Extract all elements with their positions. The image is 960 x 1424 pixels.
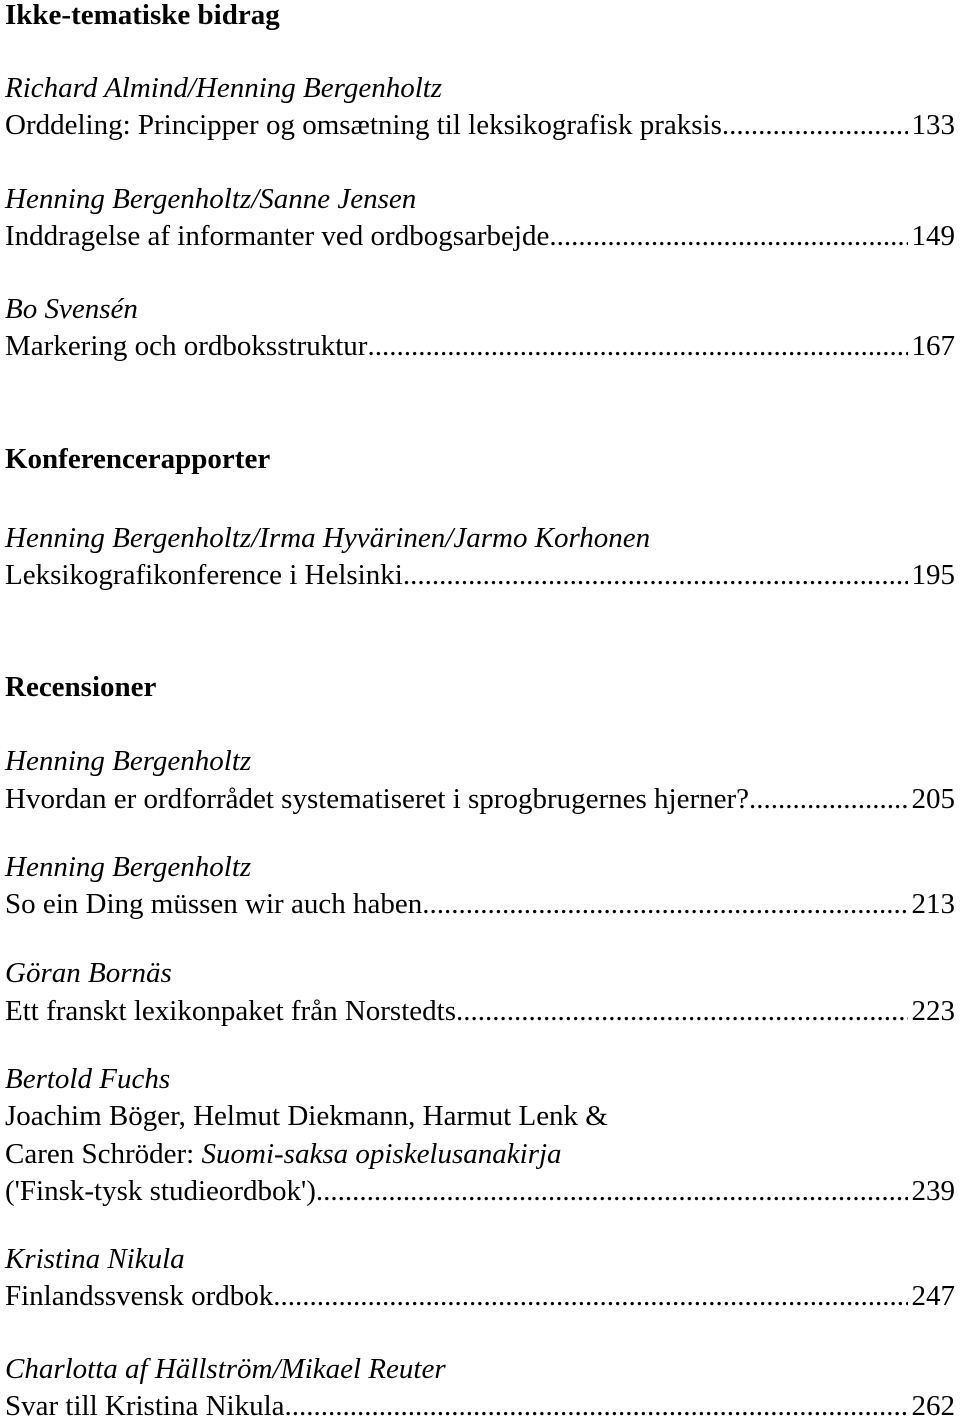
entry-title-italic: Suomi-saksa opiskelusanakirja: [201, 1138, 562, 1170]
toc-entry[interactable]: [5, 1278, 955, 1314]
entry-title: Svar till Kristina Nikula: [5, 1390, 285, 1422]
toc-entry[interactable]: [5, 328, 955, 364]
entry-title: Ett franskt lexikonpaket från Norstedts: [5, 995, 456, 1027]
entry-title: Leksikografikonference i Helsinki: [5, 559, 403, 591]
dot-leader: [285, 1388, 908, 1424]
entry-author: Henning Bergenholtz: [5, 851, 252, 883]
dot-leader: [273, 1278, 907, 1314]
entry-author: Bo Svensén: [5, 293, 138, 325]
entry-title: So ein Ding müssen wir auch haben: [5, 888, 423, 920]
toc-entry[interactable]: [5, 218, 955, 254]
entry-title-plain: Caren Schröder:: [5, 1138, 202, 1170]
entry-page-number: 195: [911, 559, 955, 591]
entry-page-number: 223: [911, 995, 955, 1027]
entry-author: Charlotta af Hällström/Mikael Reuter: [5, 1353, 446, 1385]
entry-page-number: 149: [911, 220, 955, 252]
entry-page-number: 213: [911, 888, 955, 920]
toc-entry[interactable]: [5, 993, 955, 1029]
entry-author: Henning Bergenholtz/Irma Hyvärinen/Jarmo Korhonen: [5, 522, 651, 554]
entry-page-number: 133: [911, 109, 955, 141]
entry-title-line: [5, 1136, 562, 1172]
entry-author: Kristina Nikula: [5, 1243, 185, 1275]
toc-entry[interactable]: [5, 557, 955, 593]
toc-entry[interactable]: [5, 781, 955, 817]
entry-title-line: Joachim Böger, Helmut Diekmann, Harmut Lenk &: [5, 1100, 608, 1132]
entry-author: Göran Bornäs: [5, 957, 172, 989]
section-heading: Konferencerapporter: [5, 443, 271, 475]
entry-page-number: 205: [911, 783, 955, 815]
entry-author: Henning Bergenholtz/Sanne Jensen: [5, 183, 417, 215]
dot-leader: [403, 557, 908, 593]
dot-leader: [456, 993, 908, 1029]
dot-leader: [549, 218, 907, 254]
entry-title: ('Finsk-tysk studieordbok'): [5, 1175, 316, 1207]
entry-title: Orddeling: Principper og omsætning til leksikografisk praksis: [5, 109, 722, 141]
section-heading: Ikke-tematiske bidrag: [5, 0, 280, 31]
entry-author: Henning Bergenholtz: [5, 745, 252, 777]
entry-page-number: 262: [911, 1390, 955, 1422]
toc-entry[interactable]: [5, 1173, 955, 1209]
entry-title: Markering och ordboksstruktur: [5, 330, 368, 362]
dot-leader: [422, 886, 907, 922]
entry-page-number: 167: [911, 330, 955, 362]
entry-title: Finlandssvensk ordbok: [5, 1280, 274, 1312]
entry-author: Bertold Fuchs: [5, 1063, 171, 1095]
dot-leader: [722, 107, 908, 143]
entry-page-number: 247: [911, 1280, 955, 1312]
section-heading: Recensioner: [5, 671, 157, 703]
toc-entry[interactable]: [5, 886, 955, 922]
toc-entry[interactable]: [5, 107, 955, 143]
toc-entry[interactable]: [5, 1388, 955, 1424]
dot-leader: [749, 781, 907, 817]
entry-title: Hvordan er ordforrådet systematiseret i sprogbrugernes hjerner?: [5, 783, 750, 815]
entry-page-number: 239: [911, 1175, 955, 1207]
entry-title: Inddragelse af informanter ved ordbogsarbejde: [5, 220, 550, 252]
dot-leader: [316, 1173, 908, 1209]
dot-leader: [367, 328, 907, 364]
entry-author: Richard Almind/Henning Bergenholtz: [5, 72, 443, 104]
